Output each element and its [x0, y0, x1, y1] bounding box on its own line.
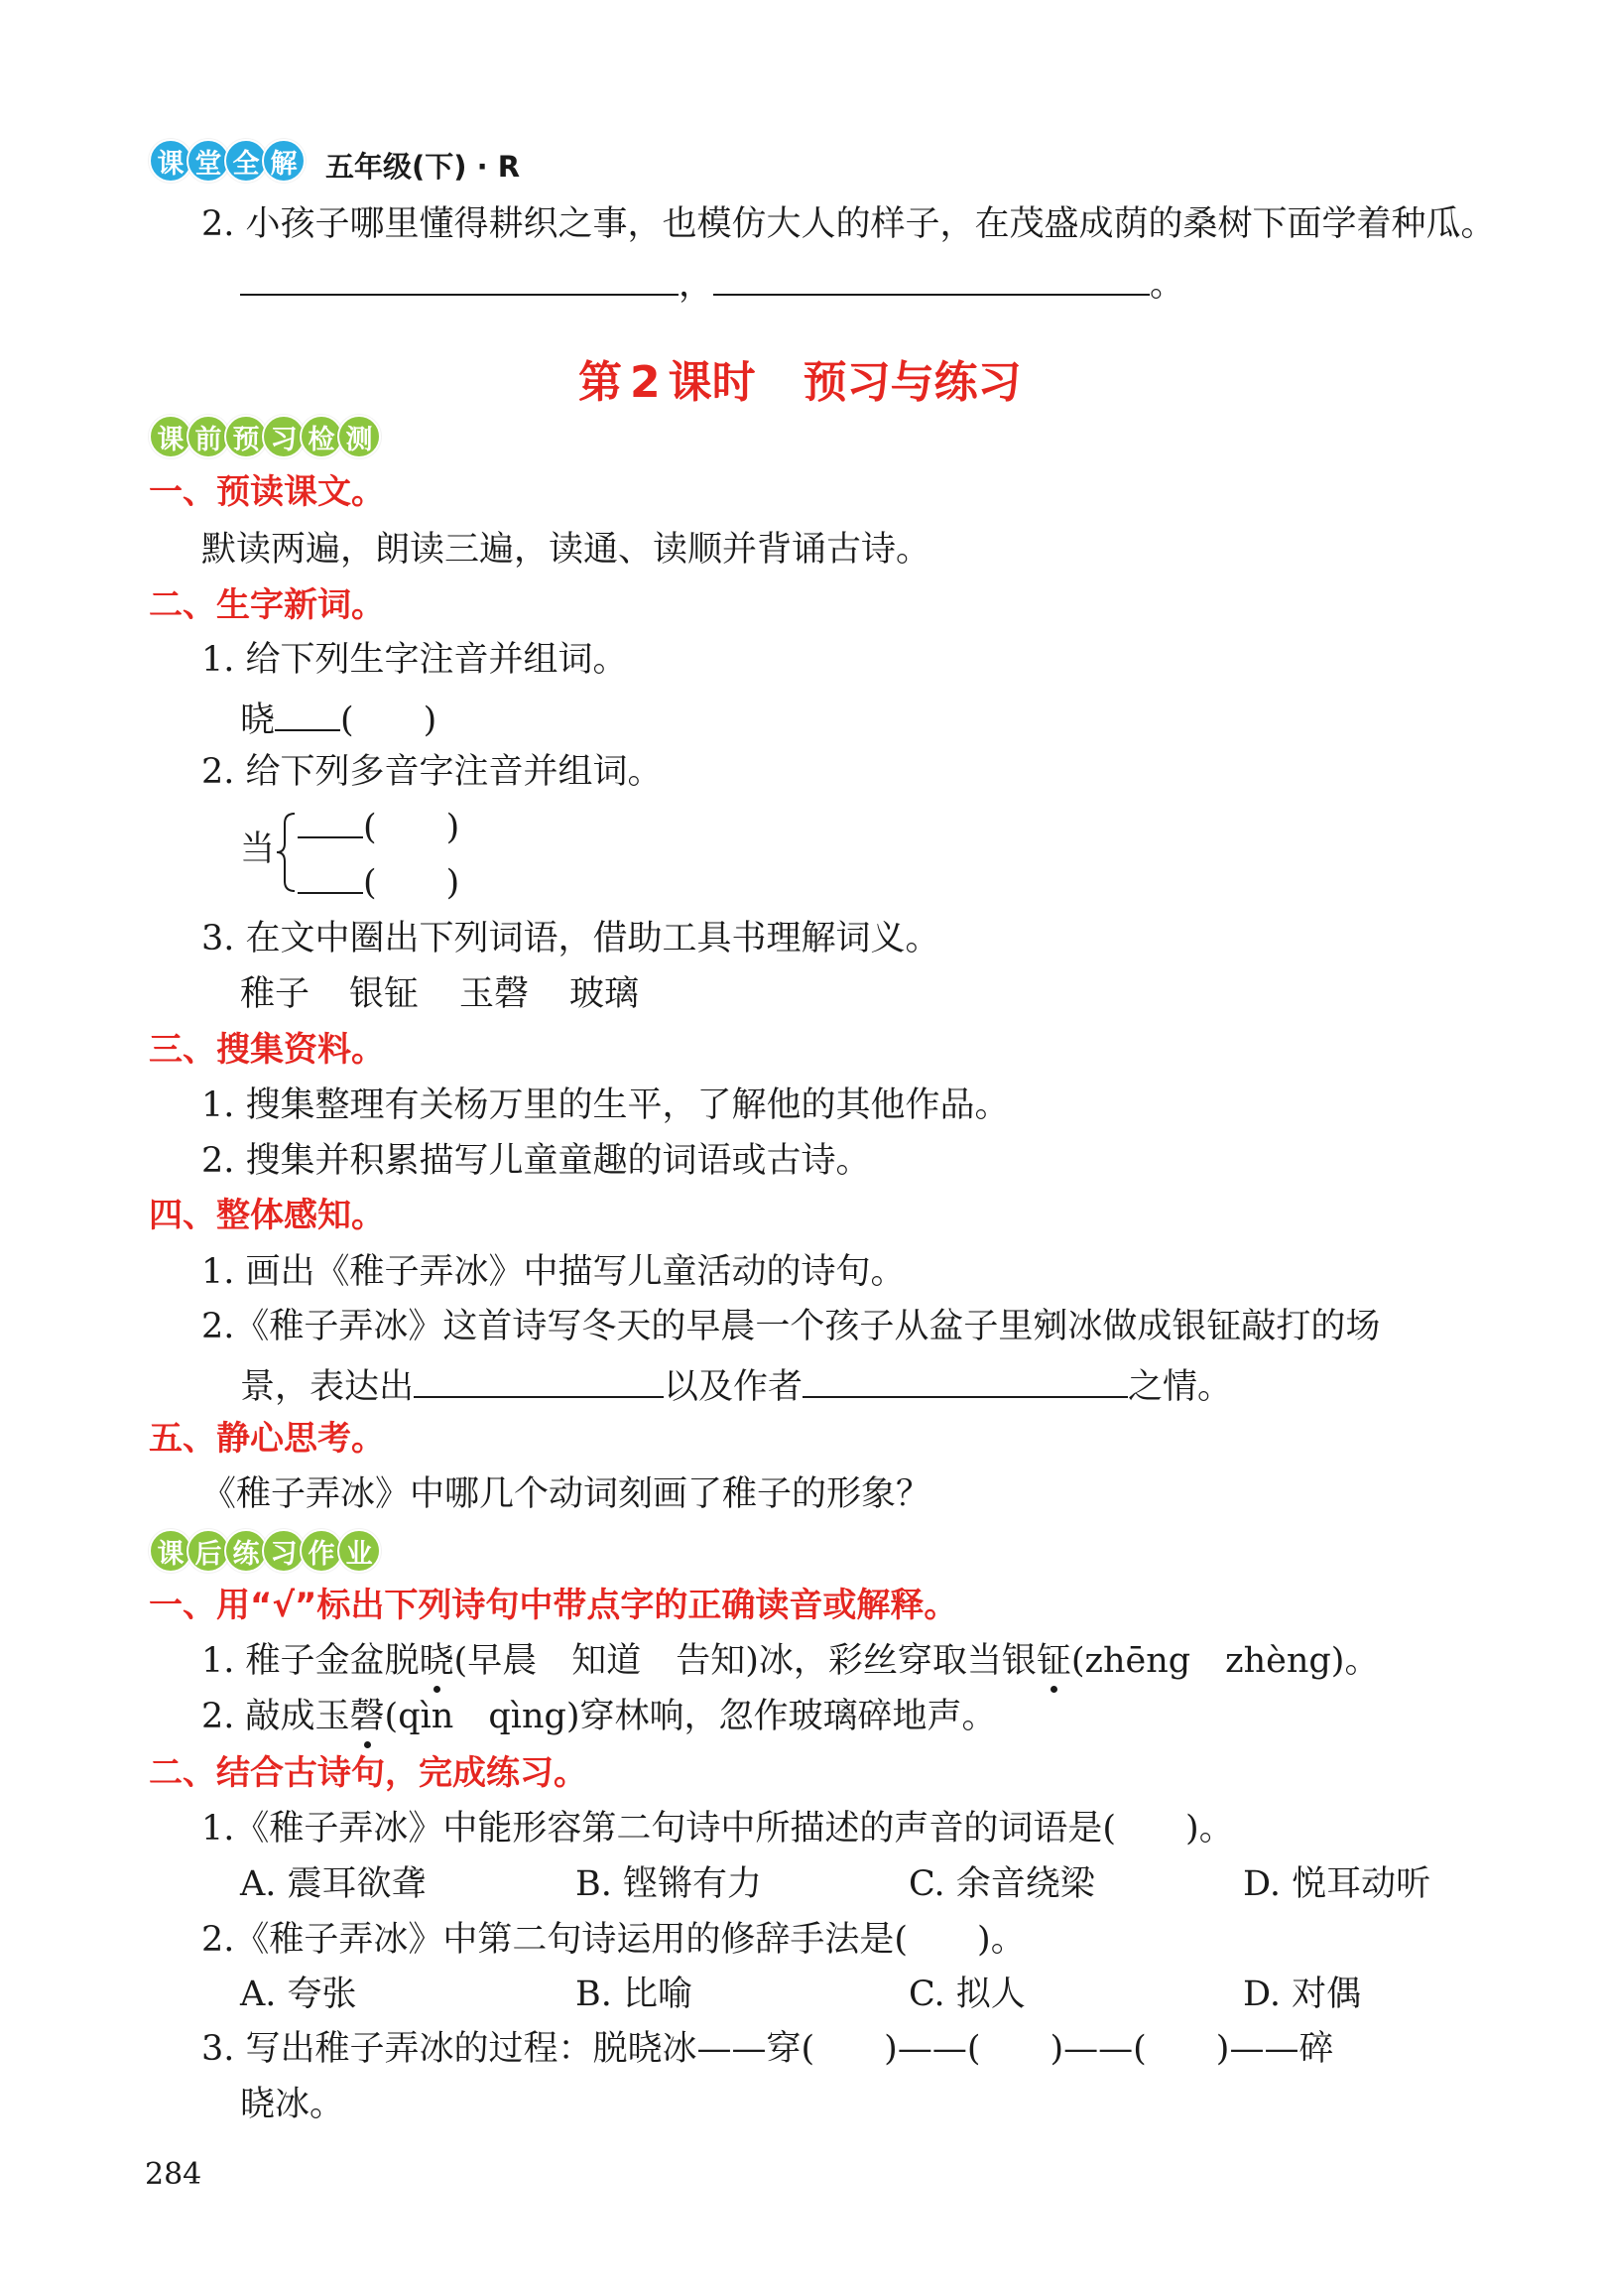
exercise-2-q3-line2: 晓冰。: [240, 2085, 345, 2124]
vocab-word: 玉磬: [459, 974, 530, 1014]
exercise-1-title: 一、用“√”标出下列诗句中带点字的正确读音或解释。: [149, 1586, 958, 1625]
section-2-q2: 2. 给下列多音字注音并组词。: [201, 752, 663, 792]
word-paren[interactable]: ( ): [363, 863, 460, 903]
vocab-word: 稚子: [240, 974, 310, 1014]
series-logo-char: 解: [262, 139, 306, 183]
after-class-homework-banner: [149, 1529, 375, 1573]
word-paren[interactable]: ( ): [340, 701, 437, 740]
choice-group[interactable]: (qìn qìng)穿林响，忽作玻璃碎地声。: [384, 1697, 997, 1736]
option-a[interactable]: A. 夸张: [240, 1975, 357, 2014]
option-d[interactable]: D. 对偶: [1243, 1975, 1362, 2014]
section-4-q2-line2: 景，表达出 以及作者 之情。: [240, 1367, 1233, 1407]
vocab-word: 银钲: [349, 974, 420, 1014]
section-4-q1: 1. 画出《稚子弄冰》中描写儿童活动的诗句。: [201, 1252, 906, 1292]
dotted-char: 晓: [419, 1641, 454, 1681]
series-logo-char: 课: [149, 139, 192, 183]
vocab-word: 玻璃: [569, 974, 640, 1014]
section-2-q1-item: 晓 ( ): [240, 701, 437, 740]
banner-char: 预: [224, 415, 268, 458]
option-b[interactable]: B. 铿锵有力: [575, 1864, 762, 1904]
banner-char: 检: [300, 415, 343, 458]
section-5-title: 五、静心思考。: [149, 1419, 385, 1459]
exercise-1-q2: 2. 敲成玉磬(qìn qìng)穿林响，忽作玻璃碎地声。: [201, 1697, 997, 1736]
lesson-title: 第 2 课时 预习与练习: [578, 357, 1022, 408]
choice-group[interactable]: (zhēng zhèng)。: [1070, 1641, 1380, 1681]
exercise-2-q2: 2.《稚子弄冰》中第二句诗运用的修辞手法是( )。: [201, 1920, 1026, 1960]
choice-group[interactable]: (早晨 知道 告知)冰，彩丝穿取当银: [453, 1641, 1037, 1681]
dotted-char: 钲: [1036, 1641, 1071, 1681]
banner-char: 业: [337, 1529, 381, 1573]
answer-blank[interactable]: [414, 1366, 664, 1398]
banner-char: 课: [149, 415, 192, 458]
banner-char: 习: [262, 415, 306, 458]
banner-char: 测: [337, 415, 381, 458]
comma: ，: [679, 265, 714, 305]
section-2-q1: 1. 给下列生字注音并组词。: [201, 640, 628, 680]
answer-blank[interactable]: [803, 1366, 1128, 1398]
series-logo-char: 堂: [186, 139, 230, 183]
grade-label: 五年级(下) · R: [325, 150, 521, 184]
section-4-q2-line1: 2.《稚子弄冰》这首诗写冬天的早晨一个孩子从盆子里剜冰做成银钲敲打的场: [201, 1307, 1381, 1346]
curly-brace: [275, 812, 299, 893]
exercise-2-title: 二、结合古诗句，完成练习。: [149, 1753, 587, 1793]
pinyin-blank[interactable]: [275, 700, 340, 731]
section-3-q2: 2. 搜集并积累描写儿童童趣的词语或古诗。: [201, 1141, 871, 1181]
section-1-text: 默读两遍，朗读三遍，读通、读顺并背诵古诗。: [201, 530, 931, 570]
banner-char: 习: [262, 1529, 306, 1573]
polyphone-row-1: [298, 807, 459, 845]
option-a[interactable]: A. 震耳欲聋: [240, 1864, 427, 1904]
banner-char: 作: [300, 1529, 343, 1573]
answer-blank[interactable]: [240, 264, 679, 296]
banner-char: 课: [149, 1529, 192, 1573]
pre-class-check-banner: [149, 415, 375, 458]
section-2-q3: 3. 在文中圈出下列词语，借助工具书理解词义。: [201, 919, 940, 958]
option-c[interactable]: C. 拟人: [909, 1975, 1026, 2014]
option-d[interactable]: D. 悦耳动听: [1243, 1864, 1431, 1904]
exercise-1-q1: 1. 稚子金盆脱晓(早晨 知道 告知)冰，彩丝穿取当银钲(zhēng zhèng)。: [201, 1641, 1380, 1681]
dotted-char: 磬: [349, 1697, 385, 1736]
exercise-2-q1: 1.《稚子弄冰》中能形容第二句诗中所描述的声音的词语是( )。: [201, 1809, 1234, 1849]
section-2-title: 二、生字新词。: [149, 585, 385, 625]
section-3-q1: 1. 搜集整理有关杨万里的生平，了解他的其他作品。: [201, 1085, 1010, 1125]
word-paren[interactable]: ( ): [363, 808, 460, 847]
option-b[interactable]: B. 比喻: [575, 1975, 692, 2014]
answer-blank[interactable]: [713, 264, 1150, 296]
polyphone-row-2: [298, 862, 459, 901]
series-logo: [149, 139, 300, 183]
page-number: 284: [145, 2157, 202, 2192]
period: 。: [1150, 265, 1185, 305]
section-1-title: 一、预读课文。: [149, 472, 385, 512]
section-4-title: 四、整体感知。: [149, 1196, 385, 1235]
exercise-2-q3-line1: 3. 写出稚子弄冰的过程：脱晓冰——穿( )——( )——( )——碎: [201, 2029, 1334, 2069]
section-5-text: 《稚子弄冰》中哪几个动词刻画了稚子的形象？: [201, 1474, 931, 1514]
banner-char: 练: [224, 1529, 268, 1573]
pinyin-blank[interactable]: [298, 862, 363, 894]
series-logo-char: 全: [224, 139, 268, 183]
option-c[interactable]: C. 余音绕梁: [909, 1864, 1095, 1904]
prev-answer-line: [240, 264, 1184, 303]
polyphone-char: 当: [240, 829, 276, 869]
banner-char: 前: [186, 415, 230, 458]
section-3-title: 三、搜集资料。: [149, 1030, 385, 1070]
pinyin-blank[interactable]: [298, 807, 363, 838]
banner-char: 后: [186, 1529, 230, 1573]
prev-question-2: 2. 小孩子哪里懂得耕织之事，也模仿大人的样子，在茂盛成荫的桑树下面学着种瓜。: [201, 204, 1496, 244]
